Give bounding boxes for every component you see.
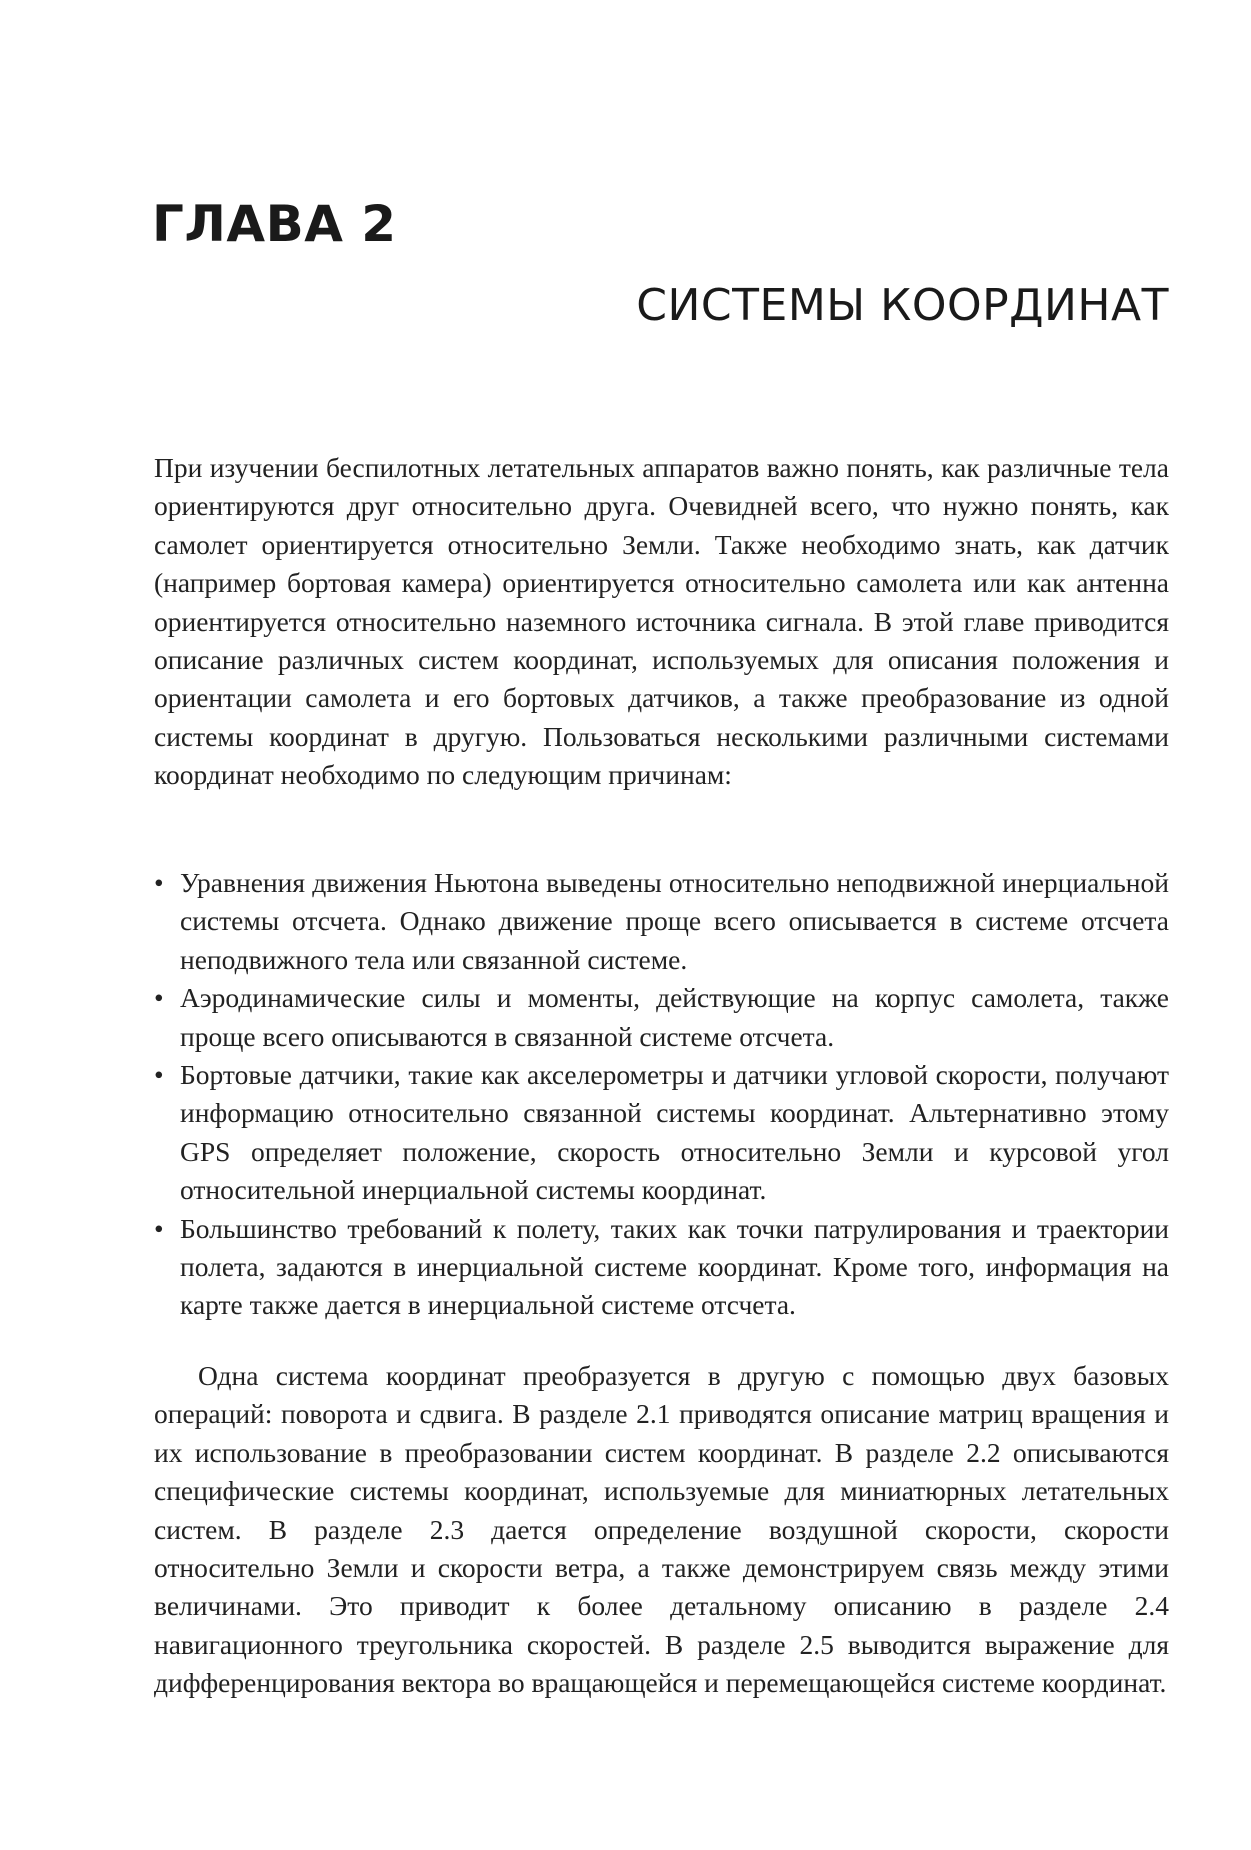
list-item-text: Большинство требований к полету, таких как точки патрулирования и траектории полета, задаются в инерциальной системе координат. Кроме того, информация на карте также дается в инерциальной системе отсчета. bbox=[180, 1212, 1169, 1321]
bullet-marker: • bbox=[154, 982, 164, 1014]
chapter-number: ГЛАВА 2 bbox=[152, 195, 397, 253]
list-item bbox=[154, 1210, 1169, 1325]
bullet-marker: • bbox=[154, 1212, 164, 1244]
closing-paragraph: Одна система координат преобразуется в другую с помощью двух базовых операций: поворота и сдвига. В разделе 2.1 приводятся описание матриц вращения и их использование в преобразовании систем координат. В разделе 2.2 описываются специфические системы координат, используемые для миниатюрных летательных систем. В разделе 2.3 дается определение воздушной скорости, скорости относительно Земли и скорости ветра, а также демонстрируем связь между этими величинами. Это приводит к более детальному описанию в разделе 2.4 навигационного треугольника скоростей. В разделе 2.5 выводится выражение для дифференцирования вектора во вращающейся и перемещающейся системе координат. bbox=[154, 1360, 1169, 1699]
list-item bbox=[154, 864, 1169, 979]
list-item-text: Аэродинамические силы и моменты, действующие на корпус самолета, также проще всего описываются в связанной системе отсчета. bbox=[180, 982, 1169, 1052]
chapter-title: СИСТЕМЫ КООРДИНАТ bbox=[636, 280, 1169, 331]
list-item bbox=[154, 979, 1169, 1056]
bullet-marker: • bbox=[154, 867, 164, 898]
list-item-text: Уравнения движения Ньютона выведены относительно неподвижной инерциальной системы отсчета. Однако движение проще всего описывается в системе отсчета неподвижного тела или связанной системе. bbox=[180, 867, 1169, 975]
list-item-text: Бортовые датчики, такие как акселерометры и датчики угловой скорости, получают информацию относительно связанной системы координат. Альтернативно этому GPS определяет положение, скорость относительно Земли и курсовой угол относительной инерциальной системы координат. bbox=[180, 1059, 1169, 1206]
reasons-list bbox=[154, 864, 1169, 1325]
bullet-marker: • bbox=[154, 1059, 164, 1091]
intro-paragraph: При изучении беспилотных летательных аппаратов важно понять, как различные тела ориентируются друг относительно друга. Очевидней всего, что нужно понять, как самолет ориентируется относительно Земли. Также необходимо знать, как датчик (например бортовая камера) ориентируется относительно самолета или как антенна ориентируется относительно наземного источника сигнала. В этой главе приводится описание различных систем координат, используемых для описания положения и ориентации самолета и его бортовых датчиков, а также преобразование из одной системы координат в другую. Пользоваться несколькими различными системами координат необходимо по следующим причинам: bbox=[154, 452, 1169, 791]
list-item bbox=[154, 1056, 1169, 1210]
